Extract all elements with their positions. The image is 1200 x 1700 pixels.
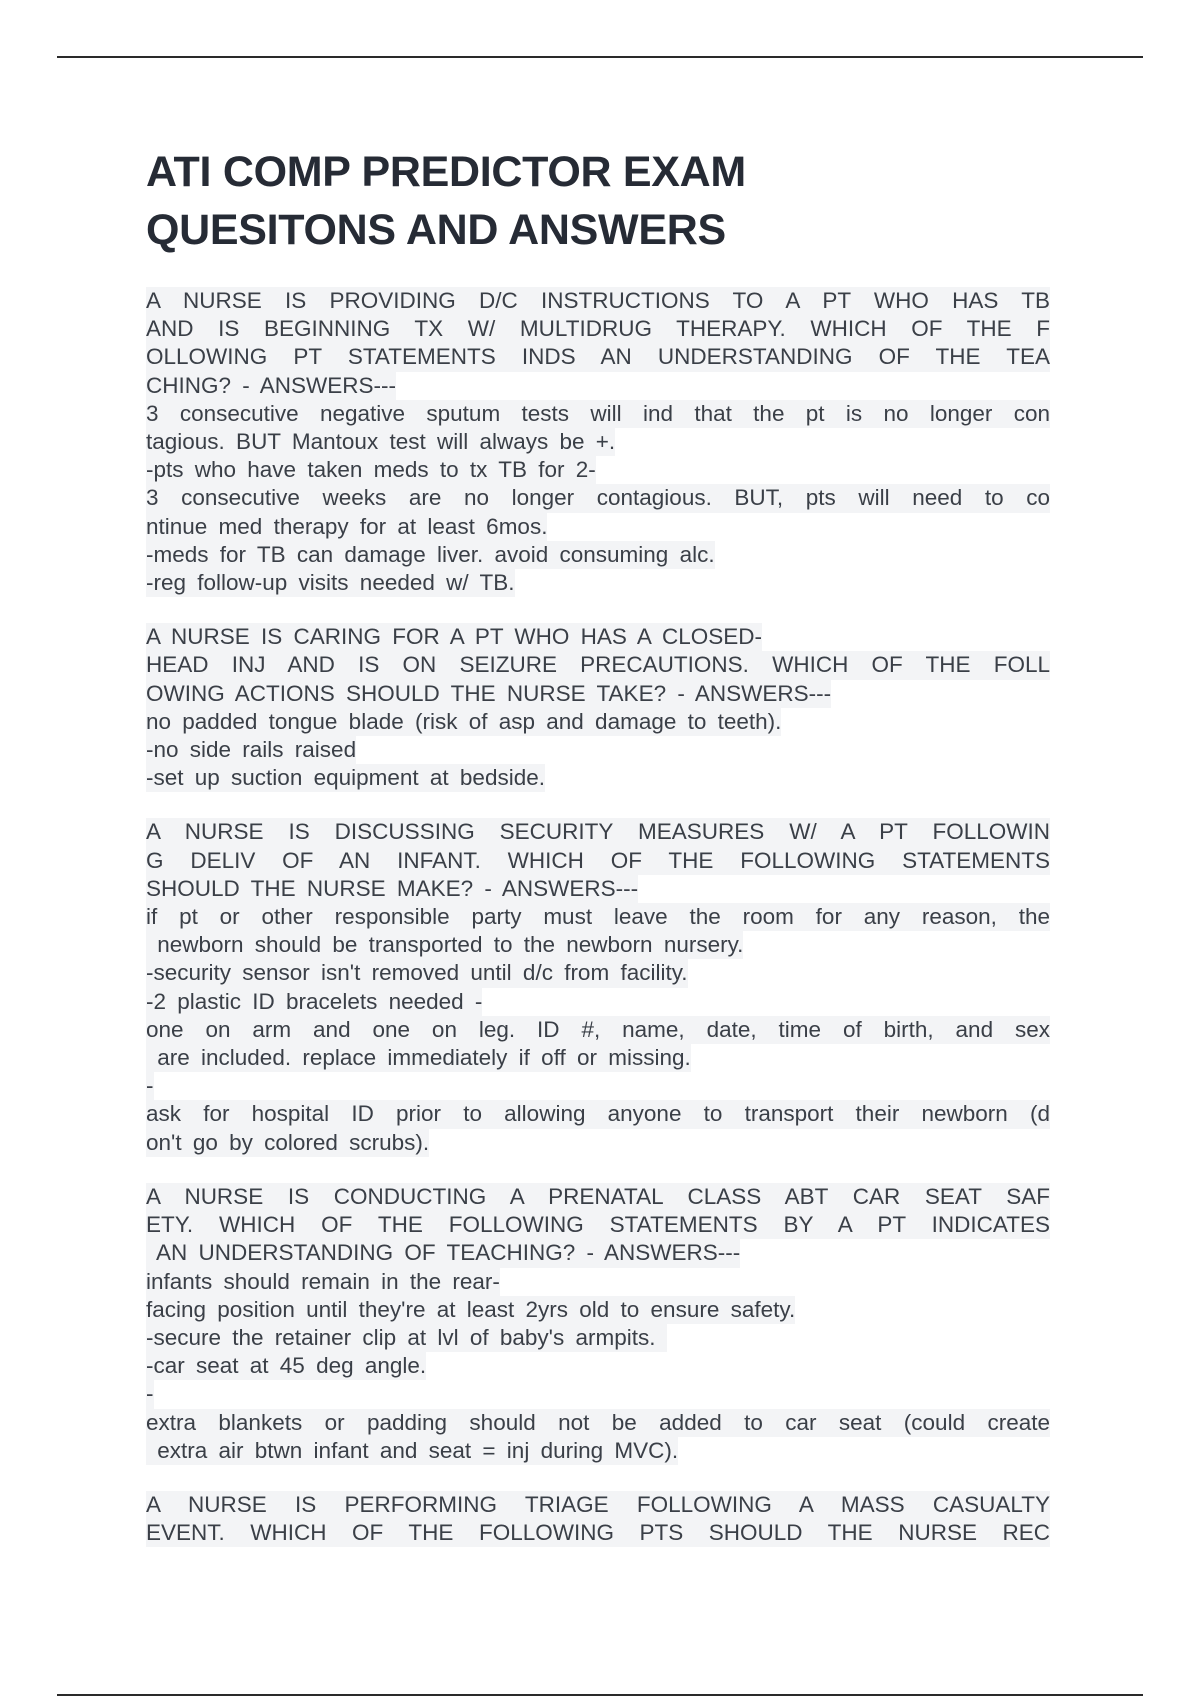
text-line: if pt or other responsible party must leave the room for any reason, the: [146, 903, 1050, 931]
footer-rule: [57, 1694, 1143, 1696]
text-line: on't go by colored scrubs).: [146, 1129, 429, 1157]
text-line: infants should remain in the rear-: [146, 1268, 500, 1296]
text-line: A NURSE IS PROVIDING D/C INSTRUCTIONS TO A PT WHO HAS TB: [146, 287, 1050, 315]
qa-block: [146, 1491, 1050, 1547]
qa-block: [146, 623, 1050, 792]
text-line: SHOULD THE NURSE MAKE? - ANSWERS---: [146, 875, 638, 903]
text-line: -2 plastic ID bracelets needed -: [146, 988, 482, 1016]
title-line-1: ATI COMP PREDICTOR EXAM: [146, 148, 746, 196]
text-line: no padded tongue blade (risk of asp and damage to teeth).: [146, 708, 781, 736]
text-line: G DELIV OF AN INFANT. WHICH OF THE FOLLOWING STATEMENTS: [146, 847, 1050, 875]
qa-list: [146, 287, 1050, 1547]
qa-block: [146, 287, 1050, 597]
text-line: -meds for TB can damage liver. avoid consuming alc.: [146, 541, 715, 569]
qa-block: [146, 1183, 1050, 1465]
text-line: CHING? - ANSWERS---: [146, 372, 396, 400]
text-line: -no side rails raised: [146, 736, 356, 764]
text-line: 3 consecutive negative sputum tests will ind that the pt is no longer con: [146, 400, 1050, 428]
text-line: newborn should be transported to the newborn nursery.: [146, 931, 743, 959]
text-line: EVENT. WHICH OF THE FOLLOWING PTS SHOULD THE NURSE REC: [146, 1519, 1050, 1547]
text-line: OWING ACTIONS SHOULD THE NURSE TAKE? - ANSWERS---: [146, 680, 831, 708]
document-title: [146, 143, 1050, 259]
text-line: facing position until they're at least 2yrs old to ensure safety.: [146, 1296, 795, 1324]
text-line: tagious. BUT Mantoux test will always be +.: [146, 428, 615, 456]
text-line: one on arm and one on leg. ID #, name, date, time of birth, and sex: [146, 1016, 1050, 1044]
text-line: A NURSE IS CARING FOR A PT WHO HAS A CLOSED-: [146, 623, 762, 651]
text-line: -car seat at 45 deg angle.: [146, 1352, 426, 1380]
text-line: 3 consecutive weeks are no longer contagious. BUT, pts will need to co: [146, 484, 1050, 512]
text-line: -reg follow-up visits needed w/ TB.: [146, 569, 515, 597]
text-line: HEAD INJ AND IS ON SEIZURE PRECAUTIONS. WHICH OF THE FOLL: [146, 651, 1050, 679]
text-line: are included. replace immediately if off or missing.: [146, 1044, 691, 1072]
text-line: A NURSE IS CONDUCTING A PRENATAL CLASS ABT CAR SEAT SAF: [146, 1183, 1050, 1211]
text-line: -: [146, 1072, 154, 1100]
text-line: ask for hospital ID prior to allowing anyone to transport their newborn (d: [146, 1100, 1050, 1128]
text-line: A NURSE IS PERFORMING TRIAGE FOLLOWING A MASS CASUALTY: [146, 1491, 1050, 1519]
text-line: -security sensor isn't removed until d/c from facility.: [146, 959, 688, 987]
qa-block: [146, 818, 1050, 1156]
text-line: -: [146, 1380, 154, 1408]
text-line: ntinue med therapy for at least 6mos.: [146, 513, 547, 541]
header-rule: [57, 56, 1143, 58]
text-line: A NURSE IS DISCUSSING SECURITY MEASURES W/ A PT FOLLOWIN: [146, 818, 1050, 846]
text-line: OLLOWING PT STATEMENTS INDS AN UNDERSTANDING OF THE TEA: [146, 343, 1050, 371]
text-line: ETY. WHICH OF THE FOLLOWING STATEMENTS BY A PT INDICATES: [146, 1211, 1050, 1239]
text-line: -secure the retainer clip at lvl of baby's armpits.: [146, 1324, 667, 1352]
text-line: AND IS BEGINNING TX W/ MULTIDRUG THERAPY. WHICH OF THE F: [146, 315, 1050, 343]
text-line: extra air btwn infant and seat = inj during MVC).: [146, 1437, 678, 1465]
document-body: [146, 143, 1050, 1573]
text-line: extra blankets or padding should not be added to car seat (could create: [146, 1409, 1050, 1437]
title-line-2: QUESITONS AND ANSWERS: [146, 206, 726, 254]
text-line: -pts who have taken meds to tx TB for 2-: [146, 456, 596, 484]
text-line: AN UNDERSTANDING OF TEACHING? - ANSWERS---: [146, 1239, 740, 1267]
text-line: -set up suction equipment at bedside.: [146, 764, 545, 792]
